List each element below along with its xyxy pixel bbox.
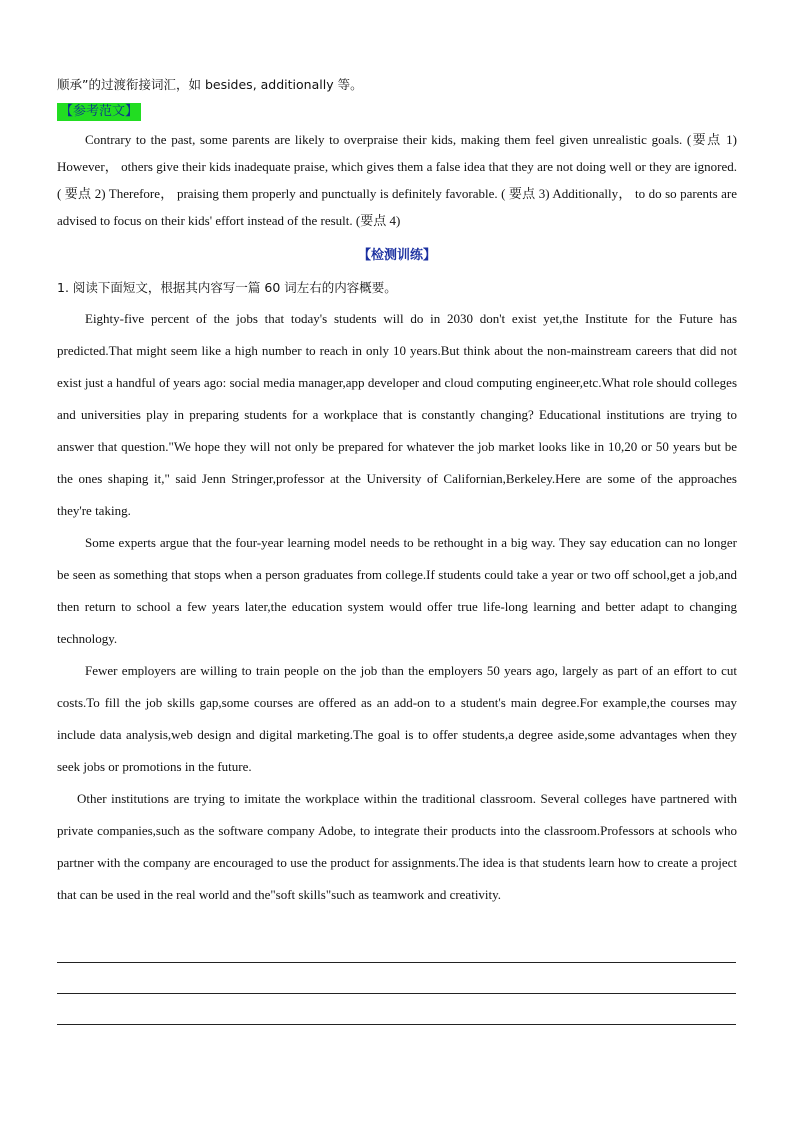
- section-heading: 【检测训练】: [357, 248, 436, 263]
- answer-line-1[interactable]: [57, 962, 736, 963]
- passage-paragraph-3: Fewer employers are willing to train people on the job than the employers 50 years ago, largely as part of an effort to cut costs.To fill the job skills gap,some courses are offered as an add-on to a student's main degree.For example,the courses may include data analysis,web design and digital marketing.The goal is to offer students,a degree aside,some advantages when they seek jobs or promotions in the future.: [57, 663, 737, 774]
- reference-essay-block: [57, 126, 737, 234]
- answer-line-3[interactable]: [57, 1024, 736, 1025]
- reference-tag: 【参考范文】: [57, 103, 141, 121]
- passage: [57, 303, 737, 911]
- task-instruction-block: [57, 276, 737, 300]
- answer-line-2[interactable]: [57, 993, 736, 994]
- passage-paragraph-2: Some experts argue that the four-year learning model needs to be rethought in a big way. They say education can no longer be seen as something that stops when a person graduates from college.If students could take a year or two off school,get a job,and then return to school a few years later,the education system would offer true life-long learning and better adapt to changing technology.: [57, 535, 737, 646]
- passage-paragraph-4: Other institutions are trying to imitate the workplace within the traditional classroom. Several colleges have partnered with private companies,such as the software company Adobe, to integrate their products into the classroom.Professors at schools who partner with the company are encouraged to use the product for assignments.The idea is that students learn how to create a project that can be used in the real world and the"soft skills"such as teamwork and creativity.: [57, 791, 737, 902]
- intro-line: 顺承”的过渡衔接词汇，如 besides, additionally 等。: [57, 77, 363, 92]
- task-instruction: 1. 阅读下面短文，根据其内容写一篇 60 词左右的内容概要。: [57, 280, 397, 295]
- intro-text: [57, 73, 737, 97]
- reference-tag-row: [57, 102, 737, 121]
- reference-essay: Contrary to the past, some parents are likely to overpraise their kids, making them feel given unrealistic goals. (要点 1) However， others give their kids inadequate praise, which gives them a false idea that they are not doing well or they are ignored. ( 要点 2) Therefore， praising them properly and punctually is definitely favorable. ( 要点 3) Additionally， to do so parents are advised to focus on their kids' effort instead of the result. (要点 4): [57, 132, 737, 228]
- passage-paragraph-1: Eighty-five percent of the jobs that today's students will do in 2030 don't exist yet,the Institute for the Future has predicted.That might seem like a high number to reach in only 10 years.But think about the non-mainstream careers that did not exist just a handful of years ago: social media manager,app developer and cloud computing engineer,etc.What role should colleges and universities play in preparing students for a workplace that is constantly changing? Educational institutions are trying to answer that question."We hope they will not only be prepared for whatever the job market looks like in 10,20 or 50 years but be the ones shaping it," said Jenn Stringer,professor at the University of Californian,Berkeley.Here are some of the approaches they're taking.: [57, 311, 737, 518]
